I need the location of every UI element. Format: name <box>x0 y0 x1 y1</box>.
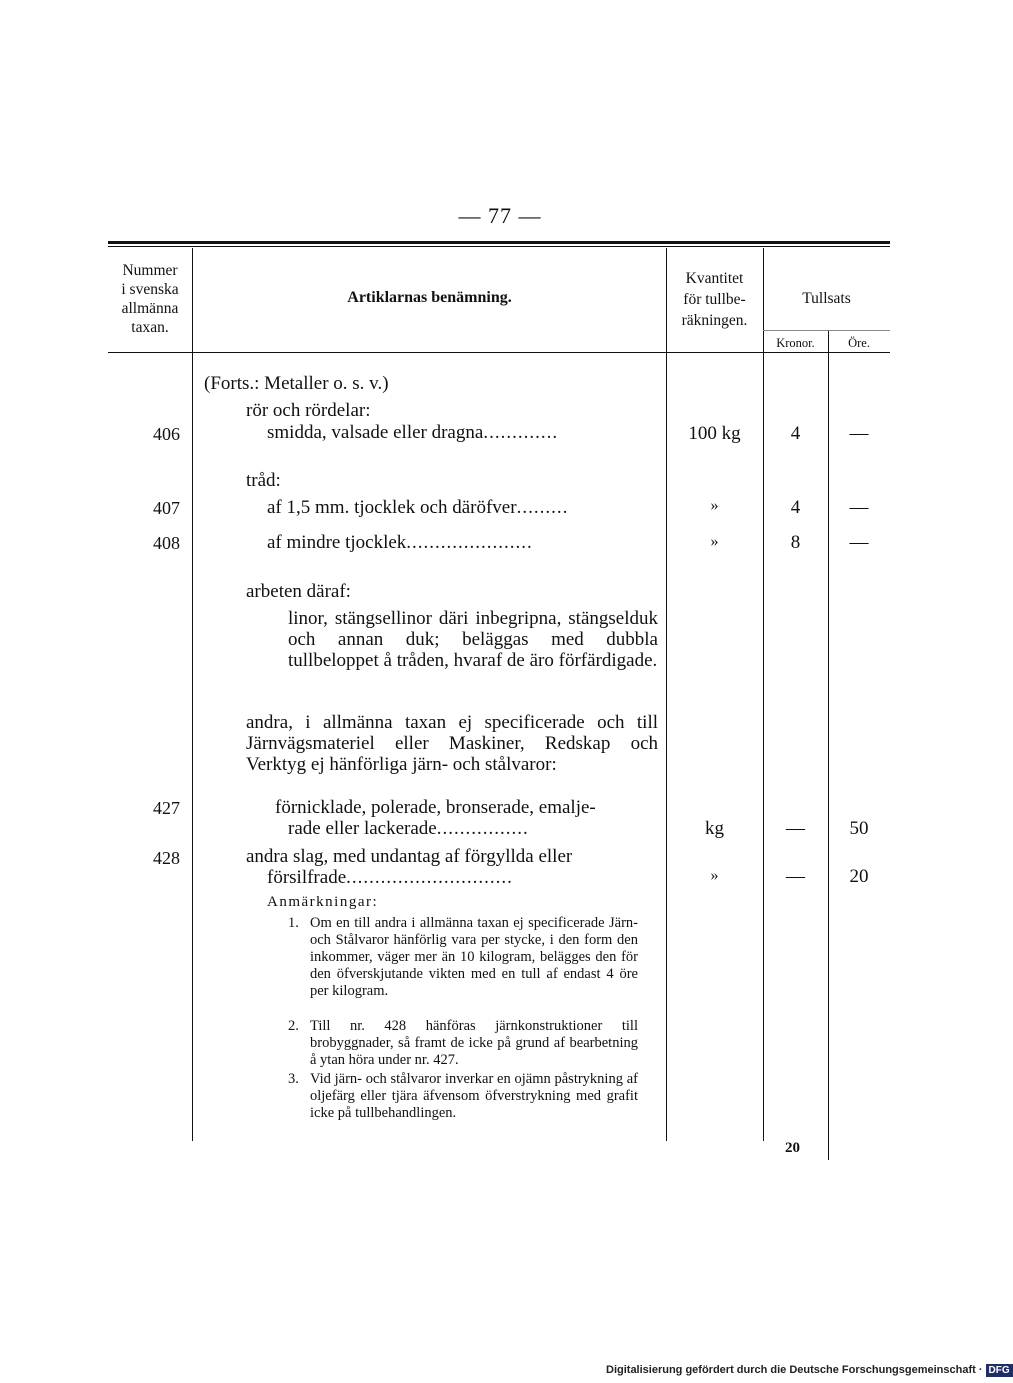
ore-408: — <box>849 532 869 553</box>
item-number-408: 408 <box>153 533 180 553</box>
note-1 <box>288 915 660 1019</box>
note-2 <box>288 1018 660 1072</box>
qty-407: » <box>710 497 719 514</box>
andra-paragraph: andra, i allmänna taxan ej specificerade och till Järnvägsmateriel eller Maskiner, Redskap och Verktyg ej hänförliga järn- och stålvaror: <box>246 712 658 775</box>
column-divider-3 <box>763 248 764 1141</box>
note-2-number: 2. <box>288 1018 299 1034</box>
note-3 <box>288 1071 660 1143</box>
header-ore: Öre. <box>848 336 870 350</box>
item-number-407: 407 <box>153 498 180 518</box>
dfg-logo: DFG <box>986 1364 1013 1377</box>
header-top-rule <box>108 241 890 244</box>
qty-427: kg <box>705 818 724 839</box>
kronor-427: — <box>786 818 805 839</box>
column-divider-4 <box>828 330 829 1160</box>
footer-text: Digitalisierung gefördert durch die Deutsche Forschungsgemeinschaft · <box>606 1364 983 1376</box>
item-number-428: 428 <box>153 848 180 868</box>
note-3-text: Vid järn- och stålvaror inverkar en ojämn påstrykning af oljefärg eller tjära äfvensom öfverstrykning med grafit icke på tullbehandlingen. <box>310 1071 638 1121</box>
qty-408: » <box>710 533 719 550</box>
header-nummer: Nummer i svenska allmänna taxan. <box>121 262 179 336</box>
ore-427: 50 <box>849 818 869 839</box>
note-1-text: Om en till andra i allmänna taxan ej specificerade Järn- och Stålvaror hänförlig vara per stycke, i den form den inkommer, väger mer än 10 kilogram, belägges den för den öfverskjutande vikten med en tull af endast 4 öre per kilogram. <box>310 915 638 999</box>
kronor-407: 4 <box>790 497 801 518</box>
note-1-number: 1. <box>288 915 299 931</box>
page-number: — 77 — <box>458 203 542 228</box>
linor-paragraph: linor, stängsellinor däri inbegripna, stängselduk och annan duk; beläggas med dubbla tullbeloppet å tråden, hvaraf de äro förfärdigade. <box>288 608 658 671</box>
ore-406: — <box>849 423 869 444</box>
header-artiklarnas-benamning: Artiklarnas benämning. <box>347 289 512 306</box>
header-top-rule-thin <box>108 246 890 247</box>
kronor-406: 4 <box>790 423 801 444</box>
item-text-428-line2: försilfrade............................. <box>267 867 513 888</box>
continuation-heading: (Forts.: Metaller o. s. v.) <box>204 373 389 394</box>
header-bottom-rule <box>108 352 890 353</box>
item-number-427: 427 <box>153 798 180 818</box>
note-2-text: Till nr. 428 hänföras järnkonstruktioner till brobyggnader, så framt de icke på grund af bearbetning å ytan höra under nr. 427. <box>310 1018 638 1068</box>
item-text-428-line1: andra slag, med undantag af förgyllda eller <box>246 846 573 867</box>
item-text-408: af mindre tjocklek...................... <box>267 532 533 553</box>
kronor-428: — <box>786 866 805 887</box>
header-kvantitet: Kvantitet för tullbe- räkningen. <box>681 270 748 329</box>
signature-mark: 20 <box>785 1140 800 1156</box>
header-kronor: Kronor. <box>776 336 815 350</box>
funding-footer <box>606 1364 1013 1377</box>
ore-407: — <box>849 497 869 518</box>
header-tullsats: Tullsats <box>802 290 851 307</box>
ror-heading: rör och rördelar: <box>246 400 371 421</box>
qty-428: » <box>710 867 719 884</box>
notes-heading: Anmärkningar: <box>267 894 379 910</box>
column-divider-2 <box>666 248 667 1141</box>
trad-heading: tråd: <box>246 470 281 491</box>
item-text-427-line1: förnicklade, polerade, bronserade, emalje- <box>275 797 596 818</box>
item-text-427-line2: rade eller lackerade................ <box>288 818 529 839</box>
ore-428: 20 <box>849 866 869 887</box>
arbeten-heading: arbeten däraf: <box>246 581 351 602</box>
item-text-406: smidda, valsade eller dragna............. <box>267 422 559 443</box>
kronor-408: 8 <box>790 532 801 553</box>
qty-406: 100 kg <box>688 423 741 444</box>
tullsats-subrule <box>763 330 890 331</box>
column-divider-1 <box>192 248 193 1141</box>
note-3-number: 3. <box>288 1071 299 1087</box>
item-text-407: af 1,5 mm. tjocklek och däröfver......... <box>267 497 569 518</box>
item-number-406: 406 <box>153 424 180 444</box>
